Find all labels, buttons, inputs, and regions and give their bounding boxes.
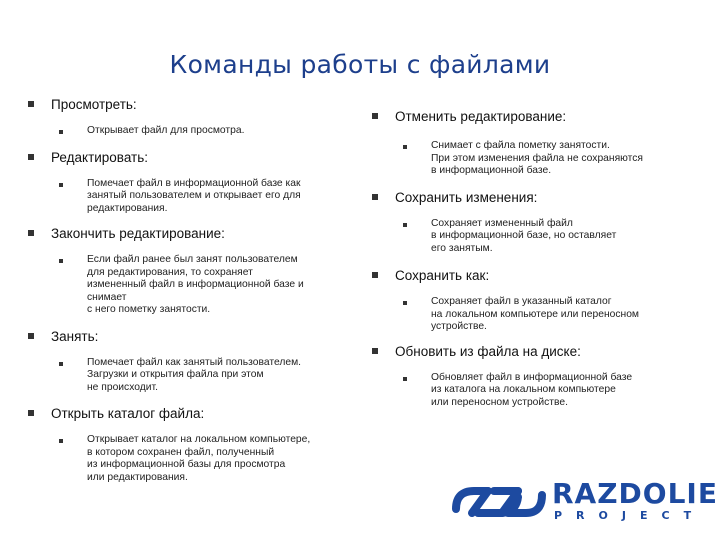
- list-item: [28, 225, 358, 317]
- list-item: [372, 189, 692, 256]
- item-description: Снимает с файла пометку занятости. При этом изменения файла не сохраняются в информационной базе.: [431, 140, 643, 176]
- item-description: Если файл ранее был занят пользователем для редактирования, то сохраняет измененный файл в информационной базе и снимает с него пометку занятости.: [87, 254, 304, 315]
- sub-item: [59, 434, 358, 484]
- item-title: Редактировать:: [51, 149, 149, 165]
- item-description: Сохраняет измененный файл в информационной базе, но оставляет его занятым.: [431, 217, 617, 254]
- item-description: Помечает файл как занятый пользователем. Загрузки и открытия файла при этом не происходит.: [87, 356, 302, 393]
- list-item: [28, 96, 358, 138]
- item-description: Сохраняет файл в указанный каталог на локальном компьютере или переносном устройстве.: [431, 296, 639, 332]
- square-bullet-icon: [403, 223, 407, 227]
- list-item: [372, 108, 692, 178]
- item-description: Обновляет файл в информационной базе из каталога на локальном компьютере или переносном устройстве.: [431, 371, 633, 408]
- item-title: Обновить из файла на диске:: [395, 343, 581, 359]
- square-bullet-icon: [372, 194, 378, 200]
- item-title: Сохранить изменения:: [395, 189, 538, 205]
- square-bullet-icon: [372, 113, 378, 119]
- logo-mark-icon: [448, 479, 548, 525]
- logo-text-project: PROJECT: [554, 509, 706, 522]
- square-bullet-icon: [28, 333, 34, 339]
- square-bullet-icon: [59, 259, 63, 263]
- logo-text-razdolie: RAZDOLIE: [552, 477, 718, 510]
- square-bullet-icon: [59, 439, 63, 443]
- item-title: Занять:: [51, 328, 99, 344]
- item-description: Открывает каталог на локальном компьютере, в котором сохранен файл, полученный из информационной базы для просмотра или редактирования.: [87, 434, 311, 483]
- item-title: Отменить редактирование:: [395, 109, 567, 124]
- sub-item: [403, 372, 692, 410]
- sub-item: [59, 178, 358, 216]
- list-item: [372, 267, 692, 334]
- square-bullet-icon: [403, 301, 407, 305]
- list-item: [28, 405, 358, 484]
- square-bullet-icon: [403, 377, 407, 381]
- page-title: Команды работы с файлами: [169, 50, 551, 79]
- sub-item: [403, 296, 692, 334]
- item-description: Открывает файл для просмотра.: [87, 125, 245, 136]
- sub-item: [403, 140, 692, 178]
- item-description: Помечает файл в информационной базе как занятый пользователем и открывает его для редактирования.: [87, 177, 301, 214]
- item-title: Просмотреть:: [51, 97, 137, 112]
- razdolie-logo: [448, 477, 718, 525]
- square-bullet-icon: [372, 348, 378, 354]
- square-bullet-icon: [28, 230, 34, 236]
- square-bullet-icon: [403, 145, 407, 149]
- list-item: [28, 149, 358, 216]
- square-bullet-icon: [372, 272, 378, 278]
- sub-item: [59, 254, 358, 317]
- list-item: [28, 328, 358, 395]
- square-bullet-icon: [28, 154, 34, 160]
- left-column: [28, 96, 358, 484]
- right-column: [372, 96, 692, 409]
- item-title: Сохранить как:: [395, 268, 490, 283]
- sub-item: [59, 357, 358, 395]
- square-bullet-icon: [28, 410, 34, 416]
- item-title: Закончить редактирование:: [51, 226, 225, 241]
- square-bullet-icon: [59, 130, 63, 134]
- sub-item: [403, 218, 692, 256]
- square-bullet-icon: [28, 101, 34, 107]
- item-title: Открыть каталог файла:: [51, 406, 205, 421]
- square-bullet-icon: [59, 183, 63, 187]
- square-bullet-icon: [59, 362, 63, 366]
- sub-item: [59, 125, 358, 138]
- list-item: [372, 343, 692, 410]
